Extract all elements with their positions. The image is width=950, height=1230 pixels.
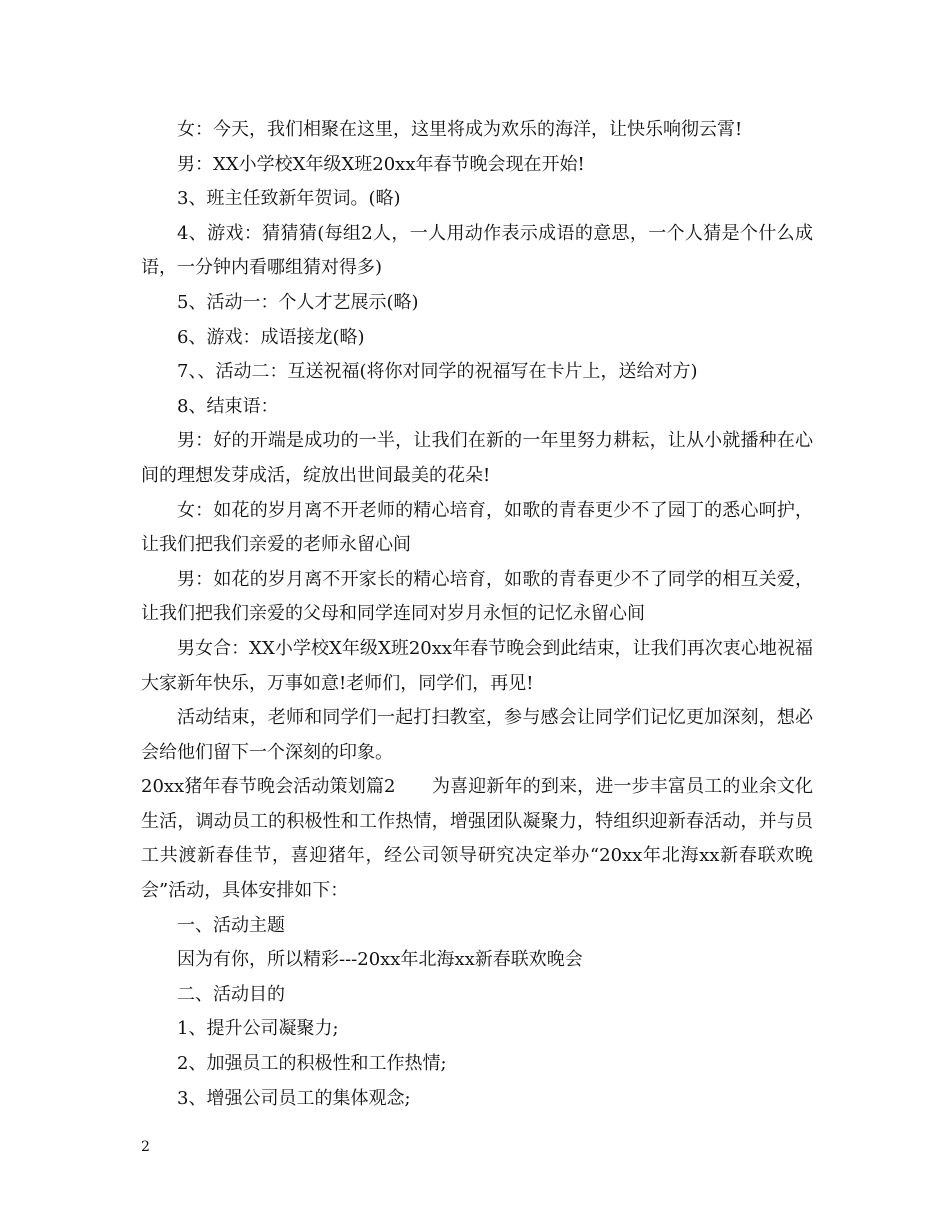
paragraph: 男：XX小学校X年级X班20xx年春节晚会现在开始! [177, 153, 585, 175]
paragraph: 3、增强公司员工的集体观念; [177, 1087, 411, 1109]
paragraph: 6、游戏：成语接龙(略) [177, 326, 365, 348]
page-number: 2 [141, 1139, 150, 1155]
paragraph: 20xx猪年春节晚会活动策划篇2 为喜迎新年的到来，进一步丰富员工的业余文化生活，调动员工的积极性和工作热情，增强团队凝聚力，特组织迎新春活动，并与员工共渡新春佳节，喜迎猪年，经公司领导研究决定举办“20xx年北海xx新春联欢晚会”活动，具体安排如下： [141, 776, 813, 902]
paragraph: 二、活动目的 [177, 983, 285, 1005]
paragraph: 2、加强员工的积极性和工作热情; [177, 1053, 447, 1075]
paragraph: 因为有你，所以精彩---20xx年北海xx新春联欢晚会 [177, 949, 583, 971]
paragraph: 5、活动一：个人才艺展示(略) [177, 291, 419, 313]
paragraph: 8、结束语： [177, 395, 279, 417]
paragraph: 男：好的开端是成功的一半，让我们在新的一年里努力耕耘，让从小就播种在心间的理想发芽成活，绽放出世间最美的花朵! [141, 430, 813, 486]
paragraph: 女：如花的岁月离不开老师的精心培育，如歌的青春更少不了园丁的悉心呵护，让我们把我们亲爱的老师永留心间 [141, 499, 813, 556]
paragraph: 女：今天，我们相聚在这里，这里将成为欢乐的海洋，让快乐响彻云霄! [177, 119, 743, 140]
paragraph: 活动结束，老师和同学们一起打扫教室，参与感会让同学们记忆更加深刻，想必会给他们留下一个深刻的印象。 [141, 707, 813, 763]
paragraph: 7、、活动二：互送祝福(将你对同学的祝福写在卡片上，送给对方) [177, 361, 698, 383]
paragraph: 一、活动主题 [177, 914, 285, 936]
document-body [141, 113, 813, 1116]
paragraph: 男女合：XX小学校X年级X班20xx年春节晚会到此结束，让我们再次衷心地祝福大家新年快乐，万事如意!老师们，同学们，再见! [141, 637, 813, 694]
paragraph: 1、提升公司凝聚力; [177, 1018, 339, 1040]
paragraph: 男：如花的岁月离不开家长的精心培育，如歌的青春更少不了同学的相互关爱，让我们把我们亲爱的父母和同学连同对岁月永恒的记忆永留心间 [141, 568, 813, 625]
paragraph: 3、班主任致新年贺词。(略) [177, 188, 401, 210]
paragraph: 4、游戏：猜猜猜(每组2人，一人用动作表示成语的意思，一个人猜是个什么成语，一分钟内看哪组猜对得多) [141, 222, 813, 279]
